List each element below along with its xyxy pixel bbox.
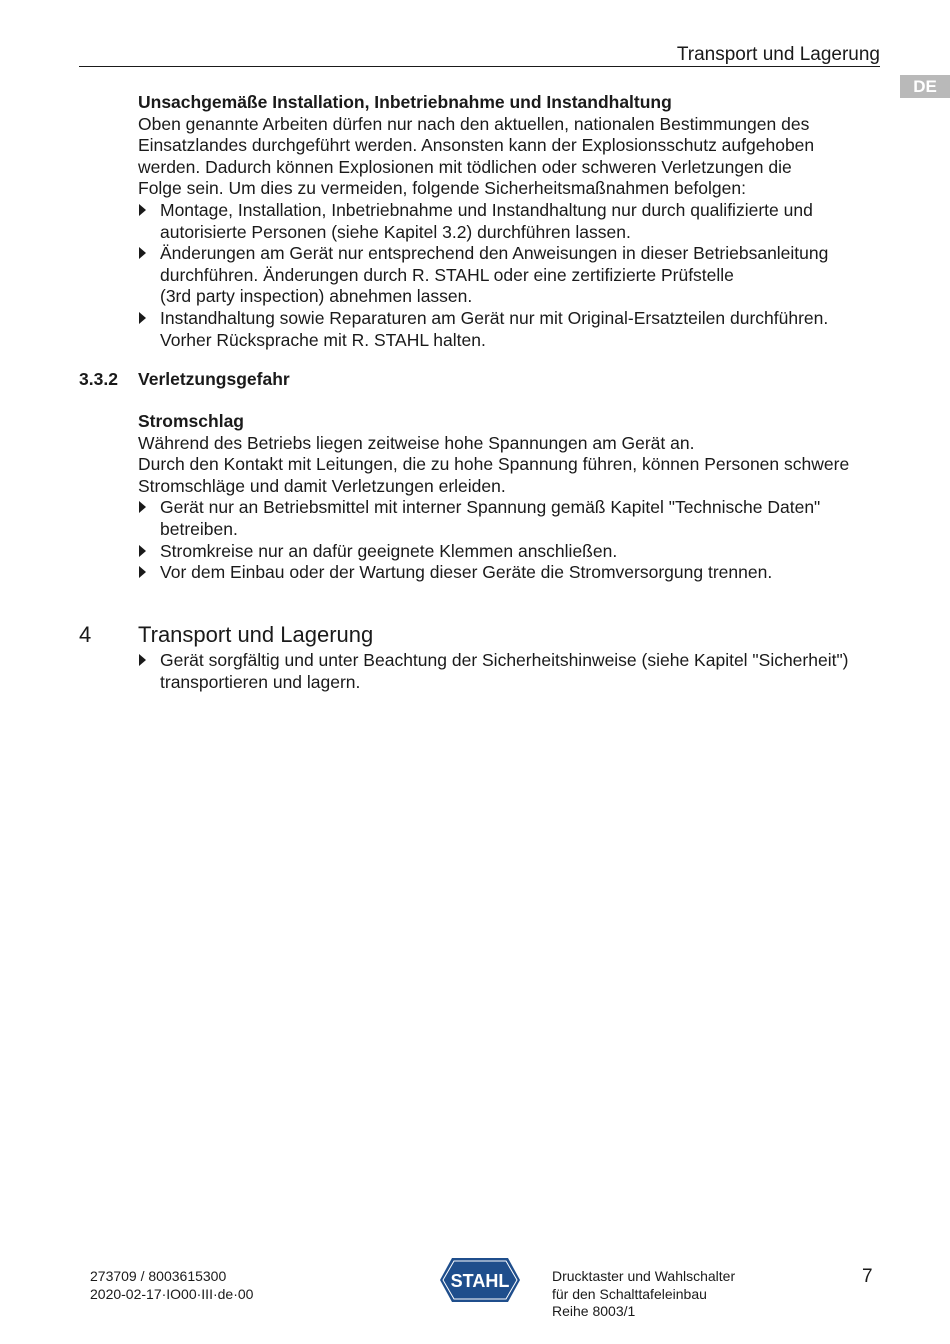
triangle-bullet-icon — [139, 545, 146, 557]
list-item-line: durchführen. Änderungen durch R. STAHL oder eine zertifizierte Prüfstelle — [160, 264, 734, 285]
list-item-line: autorisierte Personen (siehe Kapitel 3.2) durchführen lassen. — [160, 221, 631, 242]
triangle-bullet-icon — [139, 566, 146, 578]
header-rule — [79, 66, 880, 67]
list-item — [138, 200, 883, 243]
triangle-bullet-icon — [139, 501, 146, 513]
list-item — [138, 562, 883, 584]
subheading: Stromschlag — [138, 411, 244, 431]
body-line: Während des Betriebs liegen zeitweise hohe Spannungen am Gerät an. — [138, 432, 695, 453]
list-item-line: Vorher Rücksprache mit R. STAHL halten. — [160, 329, 486, 350]
list-item — [138, 541, 883, 563]
list-item-line: Stromkreise nur an dafür geeignete Klemmen anschließen. — [160, 540, 618, 561]
electric-shock-block — [138, 411, 883, 584]
list-item-line: Gerät sorgfältig und unter Beachtung der Sicherheitshinweise (siehe Kapitel "Sicherheit") — [160, 650, 849, 670]
list-item-line: Vor dem Einbau oder der Wartung dieser Geräte die Stromversorgung trennen. — [160, 562, 773, 583]
list-item-line: transportieren und lagern. — [160, 671, 361, 692]
installation-heading: Unsachgemäße Installation, Inbetriebnahme und Instandhaltung — [138, 92, 672, 112]
list-item — [138, 308, 883, 351]
logo-text: STAHL — [450, 1271, 510, 1291]
list-item-line: Instandhaltung sowie Reparaturen am Gerät nur mit Original-Ersatzteilen durchführen. — [160, 307, 829, 328]
doc-number: 273709 / 8003615300 — [90, 1268, 227, 1284]
triangle-bullet-icon — [139, 204, 146, 216]
running-title: Transport und Lagerung — [676, 44, 880, 65]
document-ids — [90, 1268, 253, 1303]
page-number: 7 — [862, 1266, 873, 1287]
chapter-number: 4 — [79, 622, 92, 647]
triangle-bullet-icon — [139, 654, 146, 666]
body-line: Folge sein. Um dies zu vermeiden, folgende Sicherheitsmaßnahmen befolgen: — [138, 178, 746, 199]
product-line: für den Schalttafeleinbau — [552, 1285, 707, 1302]
section-title: Verletzungsgefahr — [138, 369, 290, 389]
stahl-logo-icon — [440, 1258, 520, 1302]
language-tab[interactable]: DE — [900, 75, 950, 98]
product-line: Drucktaster und Wahlschalter — [552, 1268, 736, 1284]
product-line: Reihe 8003/1 — [552, 1303, 636, 1319]
doc-code: 2020-02-17·IO00·III·de·00 — [90, 1285, 254, 1302]
chapter-title: Transport und Lagerung — [138, 622, 374, 647]
safety-measures-list — [138, 200, 883, 351]
shock-measures-list — [138, 497, 883, 583]
page-footer — [0, 1266, 950, 1326]
installation-warning-block — [138, 92, 883, 351]
body-line: Einsatzlandes durchgeführt werden. Ansonsten kann der Explosionsschutz aufgehoben — [138, 135, 815, 156]
list-item-line: (3rd party inspection) abnehmen lassen. — [160, 286, 473, 307]
section-number: 3.3.2 — [79, 369, 118, 389]
list-item — [138, 650, 883, 693]
list-item-line: Gerät nur an Betriebsmittel mit interner Spannung gemäß Kapitel "Technische Daten" — [160, 497, 821, 518]
list-item — [138, 497, 883, 540]
list-item-line: Änderungen am Gerät nur entsprechend den Anweisungen in dieser Betriebsanleitung — [160, 243, 829, 264]
triangle-bullet-icon — [139, 312, 146, 324]
list-item — [138, 243, 883, 308]
product-info — [552, 1268, 735, 1321]
body-line: Durch den Kontakt mit Leitungen, die zu hohe Spannung führen, können Personen schwere — [138, 454, 850, 475]
body-line: Stromschläge und damit Verletzungen erleiden. — [138, 475, 506, 496]
transport-list — [138, 650, 883, 693]
list-item-line: betreiben. — [160, 518, 238, 539]
body-line: werden. Dadurch können Explosionen mit tödlichen oder schweren Verletzungen die — [138, 156, 792, 177]
transport-block — [138, 650, 883, 693]
body-line: Oben genannte Arbeiten dürfen nur nach den aktuellen, nationalen Bestimmungen des — [138, 113, 810, 134]
list-item-line: Montage, Installation, Inbetriebnahme und Instandhaltung nur durch qualifizierte und — [160, 199, 813, 220]
triangle-bullet-icon — [139, 247, 146, 259]
